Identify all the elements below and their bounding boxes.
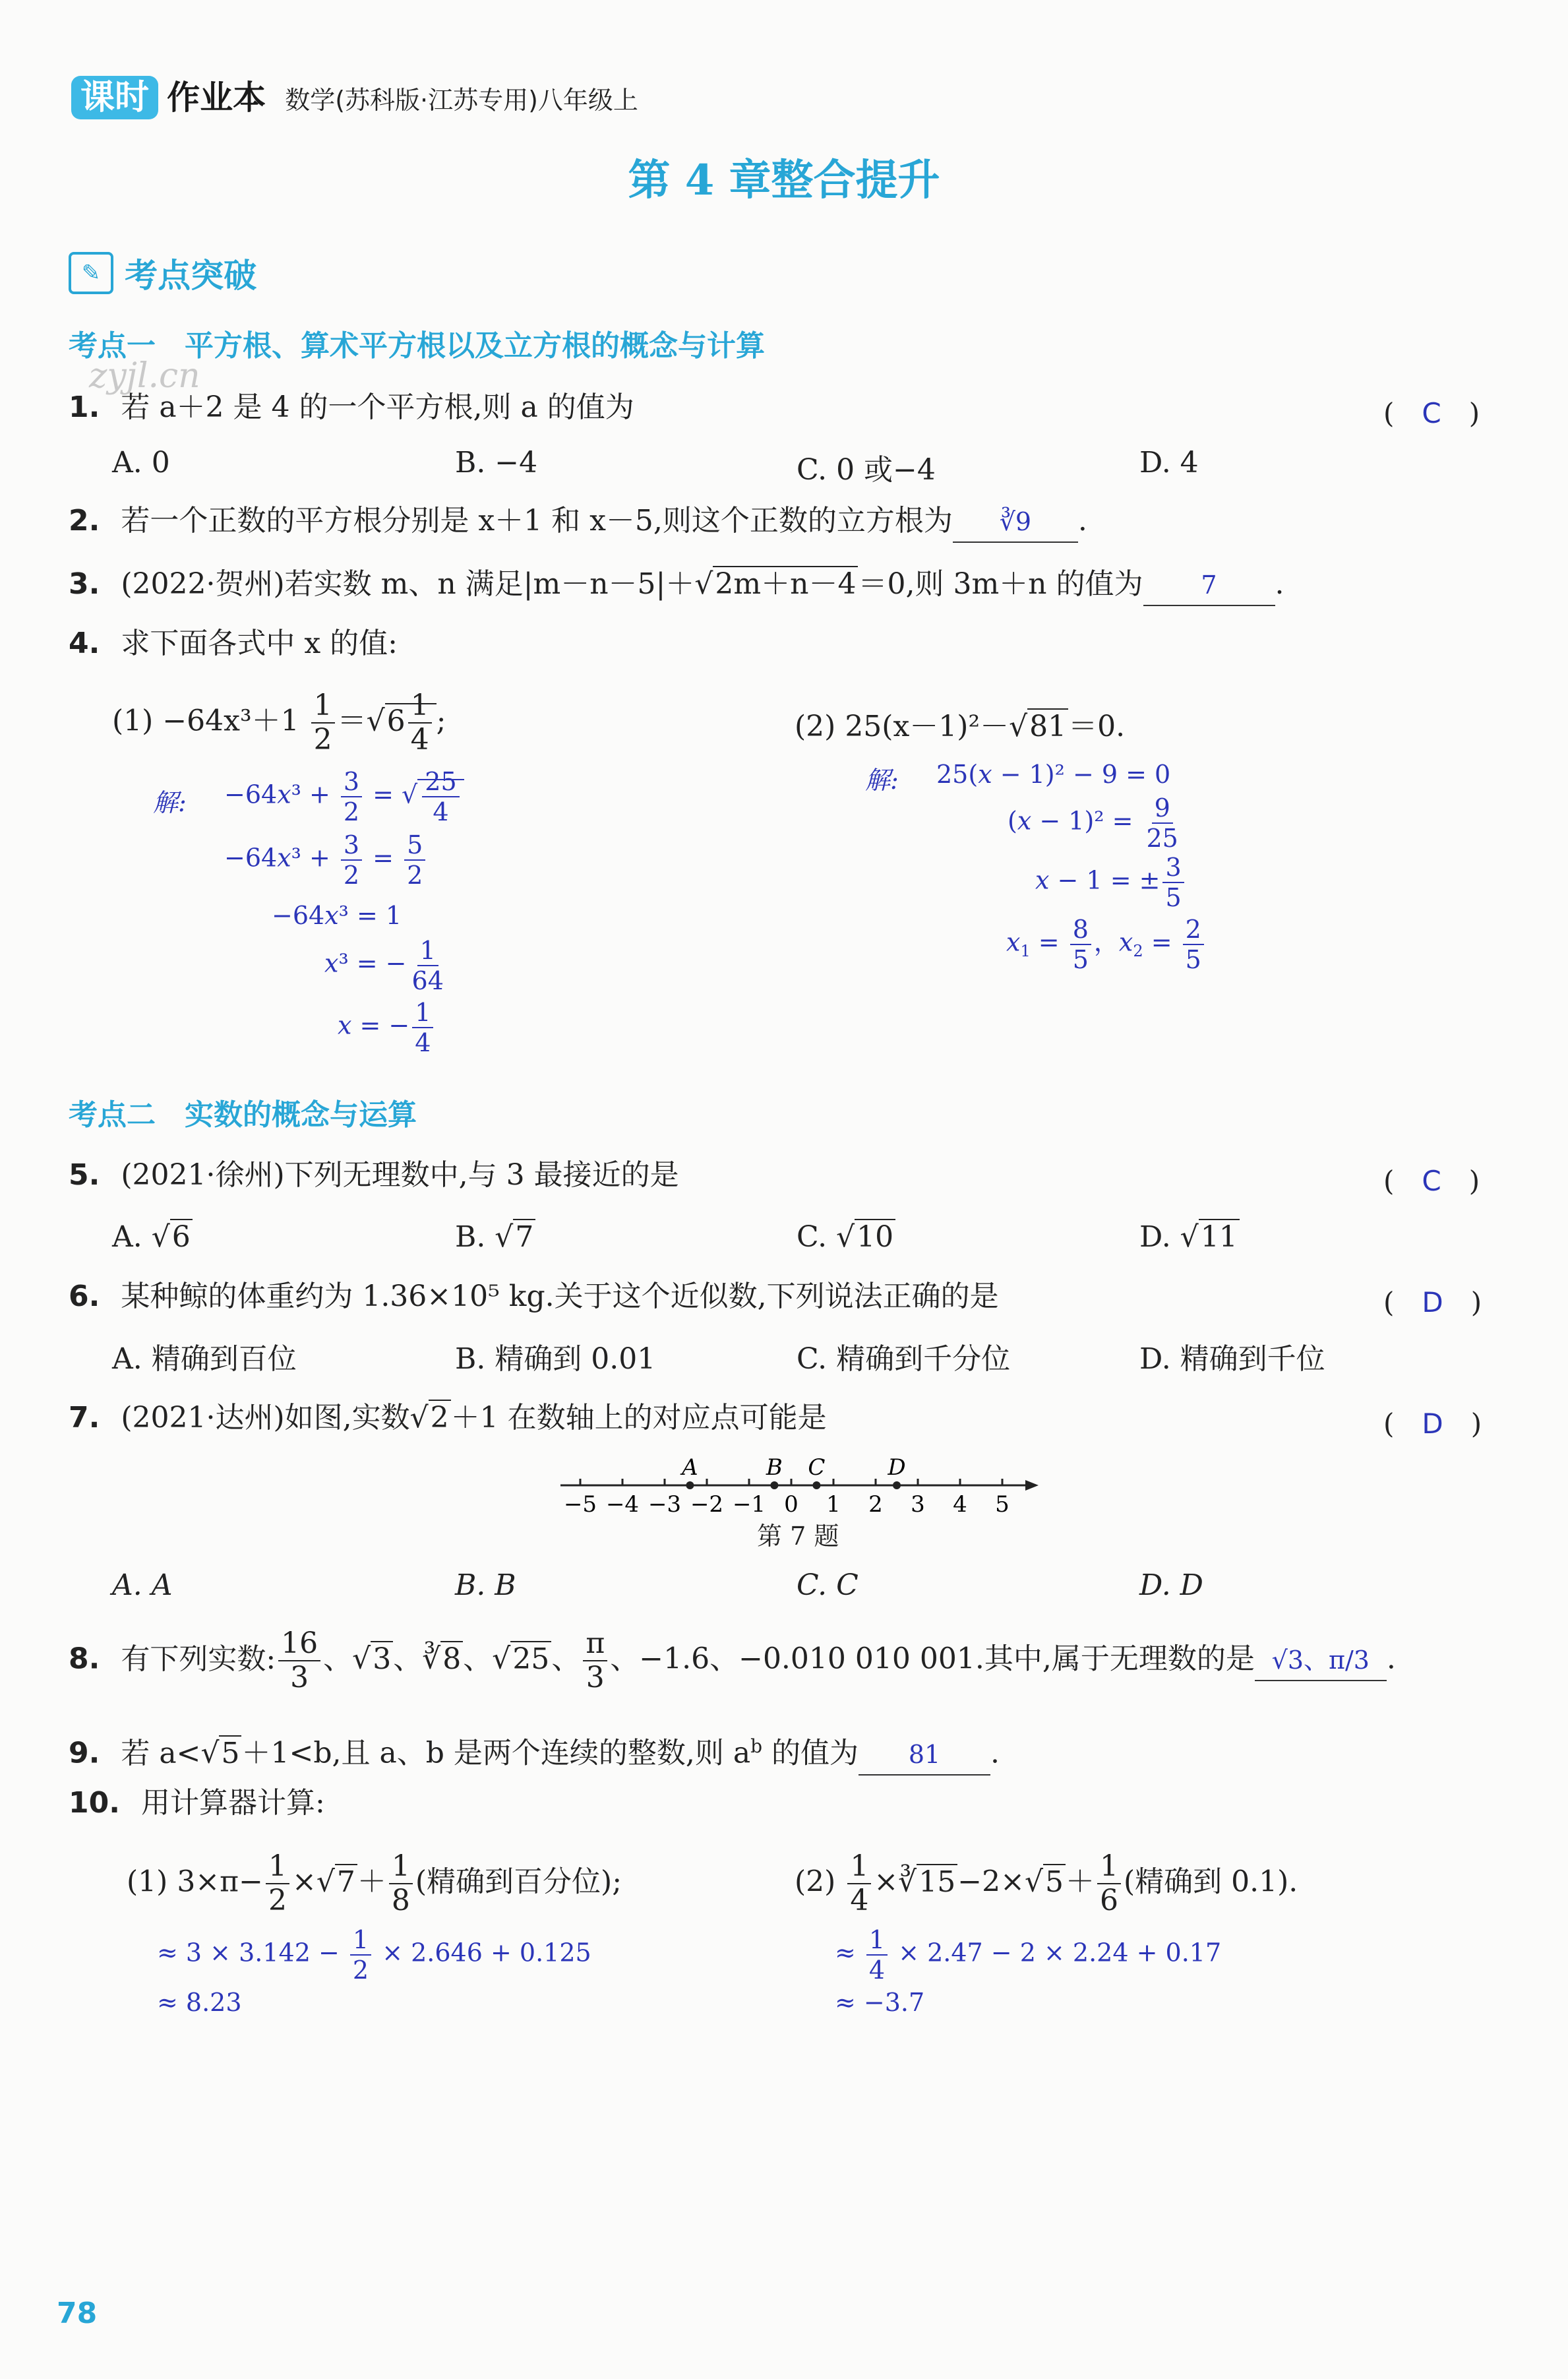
answer-paren-1: ( C ): [1383, 397, 1480, 429]
question-number: 3.: [69, 567, 100, 601]
fraction-1-2: $\frac{1}{2}$: [311, 691, 335, 755]
option-d: D. 精确到千位: [1139, 1342, 1325, 1376]
question-10: [69, 1783, 325, 1823]
question-prefix: (2021·达州)如图,实数: [121, 1401, 410, 1435]
point-label: A: [682, 1454, 698, 1481]
solution-10-2-line-2: ≈ −3.7: [835, 1988, 925, 2017]
solution-1-step-1: −64x³ + $\frac{3}{2}$ = √ $\frac{25}{4}$: [224, 769, 464, 824]
solution-10-2-line-1: ≈ $\frac{1}{4}$ × 2.47 − 2 × 2.24 + 0.17: [835, 1925, 1222, 1985]
question-8: 8. 有下列实数: $\frac{16}{3}$ 、√3、∛8、√25、 $\frac{\pi}{3}$ 、−1.6、−0.010 010 001.其中,属于无理数的是 √3、π/3 .: [69, 1626, 1396, 1694]
q10-part-2: (2) $\frac{1}{4}$ ×∛15−2×√5＋ $\frac{1}{6}$ (精确到 0.1).: [795, 1849, 1298, 1917]
option-c: C. C: [797, 1568, 859, 1602]
answer-blank: [1143, 565, 1275, 606]
question-number: 9.: [69, 1736, 100, 1770]
fraction-16-3: $\frac{16}{3}$: [278, 1629, 320, 1692]
solution-1-step-4: x³ = − $\frac{1}{64}$: [324, 936, 444, 995]
point-a: [686, 1481, 694, 1489]
tick-label: 1: [826, 1491, 841, 1518]
part-tail: (精确到百分位);: [415, 1865, 622, 1899]
solution-1-step-2: −64x³ + $\frac{3}{2}$ = $\frac{5}{2}$: [224, 832, 428, 888]
question-4: [69, 624, 398, 664]
question-number: 10.: [69, 1786, 120, 1820]
radicand: 81: [1027, 708, 1068, 743]
question-number: 8.: [69, 1642, 100, 1676]
point-b: [770, 1481, 778, 1489]
option-b: B. 精确到 0.01: [455, 1342, 656, 1376]
point-label: B: [766, 1454, 783, 1481]
question-text: (2021·徐州)下列无理数中,与 3 最接近的是: [121, 1158, 679, 1192]
option-c: C. √10: [797, 1220, 895, 1254]
question-5: [69, 1156, 679, 1195]
solution-1-step-5: x = − $\frac{1}{4}$: [338, 1000, 436, 1055]
question-text: 用计算器计算:: [140, 1786, 325, 1820]
sqrt-sign: √: [694, 567, 713, 601]
page-number: 78: [57, 2297, 98, 2330]
question-text-a: 若 a<: [121, 1736, 201, 1770]
question-3: 3. (2022·贺州)若实数 m、n 满足|m－n－5|＋√2m＋n－4＝0,则 3m＋n 的值为 7 .: [69, 565, 1284, 606]
option-c: C. 0 或−4: [797, 453, 936, 487]
section-label: 考点突破: [125, 257, 257, 295]
answer-blank: [1255, 1640, 1387, 1681]
question-number: 5.: [69, 1158, 100, 1192]
answer-blank: [953, 501, 1078, 543]
option-d: D. 4: [1139, 446, 1199, 479]
tick-label: 4: [953, 1491, 967, 1518]
question-number: 6.: [69, 1280, 100, 1313]
question-text: 某种鲸的体重约为 1.36×10⁵ kg.关于这个近似数,下列说法正确的是: [121, 1280, 999, 1313]
tick-label: 2: [868, 1491, 883, 1518]
section-heading: [69, 249, 256, 297]
answer-paren-7: ( D ): [1383, 1407, 1482, 1440]
exponent: b: [750, 1735, 763, 1757]
question-text-a: 有下列实数:: [121, 1642, 276, 1676]
tick-label: −4: [605, 1491, 640, 1518]
header: [71, 71, 638, 124]
answer-choice: C: [1422, 397, 1441, 429]
solution-label-1: 解:: [153, 788, 187, 817]
q4-part-1: (1) −64x³＋1 $\frac{1}{2}$ ＝√6 $\frac{1}{4}$ ;: [112, 689, 446, 757]
figure-caption: 第 7 题: [757, 1522, 839, 1551]
logo-zuoyeben: 作业本: [167, 78, 266, 117]
solution-1-step-3: −64x³ = 1: [272, 901, 402, 930]
question-text-c: 的值为: [762, 1736, 859, 1770]
point-d: [893, 1481, 901, 1489]
option-a: A. 0: [112, 446, 170, 479]
answer-text: 7: [1201, 571, 1217, 600]
tick-label: 5: [995, 1491, 1010, 1518]
solution-10-1-line-1: ≈ 3 × 3.142 − $\frac{1}{2}$ × 2.646 + 0.125: [157, 1925, 591, 1985]
clipboard-pen-icon: ✎: [69, 252, 113, 294]
question-6: [69, 1277, 999, 1316]
tick-label: −5: [563, 1491, 597, 1518]
tick-label: 0: [784, 1491, 799, 1518]
question-text-b: ＋1<b,且 a、b 是两个连续的整数,则 a: [241, 1736, 751, 1770]
solution-label-2: 解:: [865, 766, 899, 795]
option-b: B. √7: [455, 1220, 535, 1254]
option-b: B. B: [455, 1568, 516, 1602]
question-text: 若 a＋2 是 4 的一个平方根,则 a 的值为: [121, 390, 634, 424]
question-number: 2.: [69, 504, 100, 538]
topic-2: 考点二 实数的概念与运算: [69, 1098, 417, 1132]
option-a: A. 精确到百位: [112, 1342, 297, 1376]
option-a: A. A: [112, 1568, 173, 1602]
solution-2-step-2: (x − 1)² = $\frac{9}{25}$: [1008, 793, 1178, 853]
part-label: (2) 25(x－1)²－: [795, 710, 1010, 743]
question-text: 若一个正数的平方根分别是 x＋1 和 x－5,则这个正数的立方根为: [121, 504, 953, 538]
tick-label: −3: [648, 1491, 682, 1518]
answer-text: 81: [908, 1739, 941, 1769]
radicand: 2: [429, 1400, 451, 1435]
point-label: D: [888, 1454, 906, 1481]
radicand: 2m＋n－4: [713, 566, 858, 601]
answer-text: ∛9: [999, 507, 1032, 536]
q10-part-1: (1) 3×π− $\frac{1}{2}$ ×√7＋ $\frac{1}{8}$ (精确到百分位);: [127, 1849, 622, 1917]
question-suffix: ＋1 在数轴上的对应点可能是: [450, 1401, 827, 1435]
logo-keshi: 课时: [71, 76, 158, 119]
topic-1: 考点一 平方根、算术平方根以及立方根的概念与计算: [69, 329, 765, 363]
option-b: B. −4: [455, 446, 538, 479]
question-9: 9. 若 a<√5＋1<b,且 a、b 是两个连续的整数,则 $a^b$ 的值为 81 .: [69, 1727, 1000, 1776]
part-label: (1) −64x³＋1: [112, 704, 299, 738]
question-7: 7. (2021·达州)如图,实数√2＋1 在数轴上的对应点可能是: [69, 1401, 827, 1435]
question-text-b: 、−1.6、−0.010 010 001.其中,属于无理数的是: [610, 1642, 1255, 1676]
question-number: 1.: [69, 390, 100, 424]
question-text: 求下面各式中 x 的值:: [121, 627, 398, 660]
q4-part-2: (2) 25(x－1)²－√81＝0.: [795, 710, 1126, 743]
question-number: 4.: [69, 627, 100, 660]
option-c: C. 精确到千分位: [797, 1342, 1011, 1376]
tick-label: −1: [732, 1491, 766, 1518]
watermark: zyjl.cn: [89, 356, 200, 396]
option-d: D. √11: [1139, 1220, 1240, 1254]
solution-2-step-4: $x_1$ = $\frac{8}{5}$ ，$x_2$ = $\frac{2}{5}$: [1006, 917, 1207, 972]
part-tail: (精确到 0.1).: [1123, 1865, 1298, 1899]
solution-2-step-3: x − 1 = ± $\frac{3}{5}$: [1035, 855, 1187, 910]
question-2: 2. 若一个正数的平方根分别是 x＋1 和 x－5,则这个正数的立方根为 ∛9 .: [69, 501, 1087, 543]
question-number: 7.: [69, 1401, 100, 1435]
question-1: [69, 388, 634, 427]
page-title: 第 4 章整合提升: [628, 156, 940, 205]
answer-choice: D: [1422, 1407, 1443, 1440]
fraction-pi-3: $\frac{\pi}{3}$: [583, 1629, 607, 1692]
tick-label: 3: [911, 1491, 925, 1518]
part-end: ＝0.: [1068, 710, 1126, 743]
answer-paren-5: ( C ): [1383, 1165, 1480, 1197]
option-d: D. D: [1139, 1568, 1203, 1602]
option-a: A. √6: [112, 1220, 193, 1254]
axis-arrow: [1025, 1480, 1039, 1491]
book-info: 数学(苏科版·江苏专用)八年级上: [285, 86, 638, 115]
solution-2-step-1: 25(x − 1)² − 9 = 0: [936, 760, 1171, 789]
answer-choice: D: [1422, 1286, 1443, 1318]
point-c: [812, 1481, 820, 1489]
tick-label: −2: [690, 1491, 724, 1518]
answer-blank: [859, 1734, 990, 1776]
point-label: C: [808, 1454, 826, 1481]
answer-text: √3、π/3: [1271, 1645, 1370, 1675]
solution-10-1-line-2: ≈ 8.23: [157, 1988, 242, 2017]
radicand: 6 $\frac{1}{4}$: [385, 703, 437, 738]
question-suffix: ＝0,则 3m＋n 的值为: [858, 567, 1143, 601]
answer-choice: C: [1422, 1165, 1441, 1197]
answer-paren-6: ( D ): [1383, 1286, 1482, 1318]
question-prefix: (2022·贺州)若实数 m、n 满足|m－n－5|＋: [121, 567, 695, 601]
